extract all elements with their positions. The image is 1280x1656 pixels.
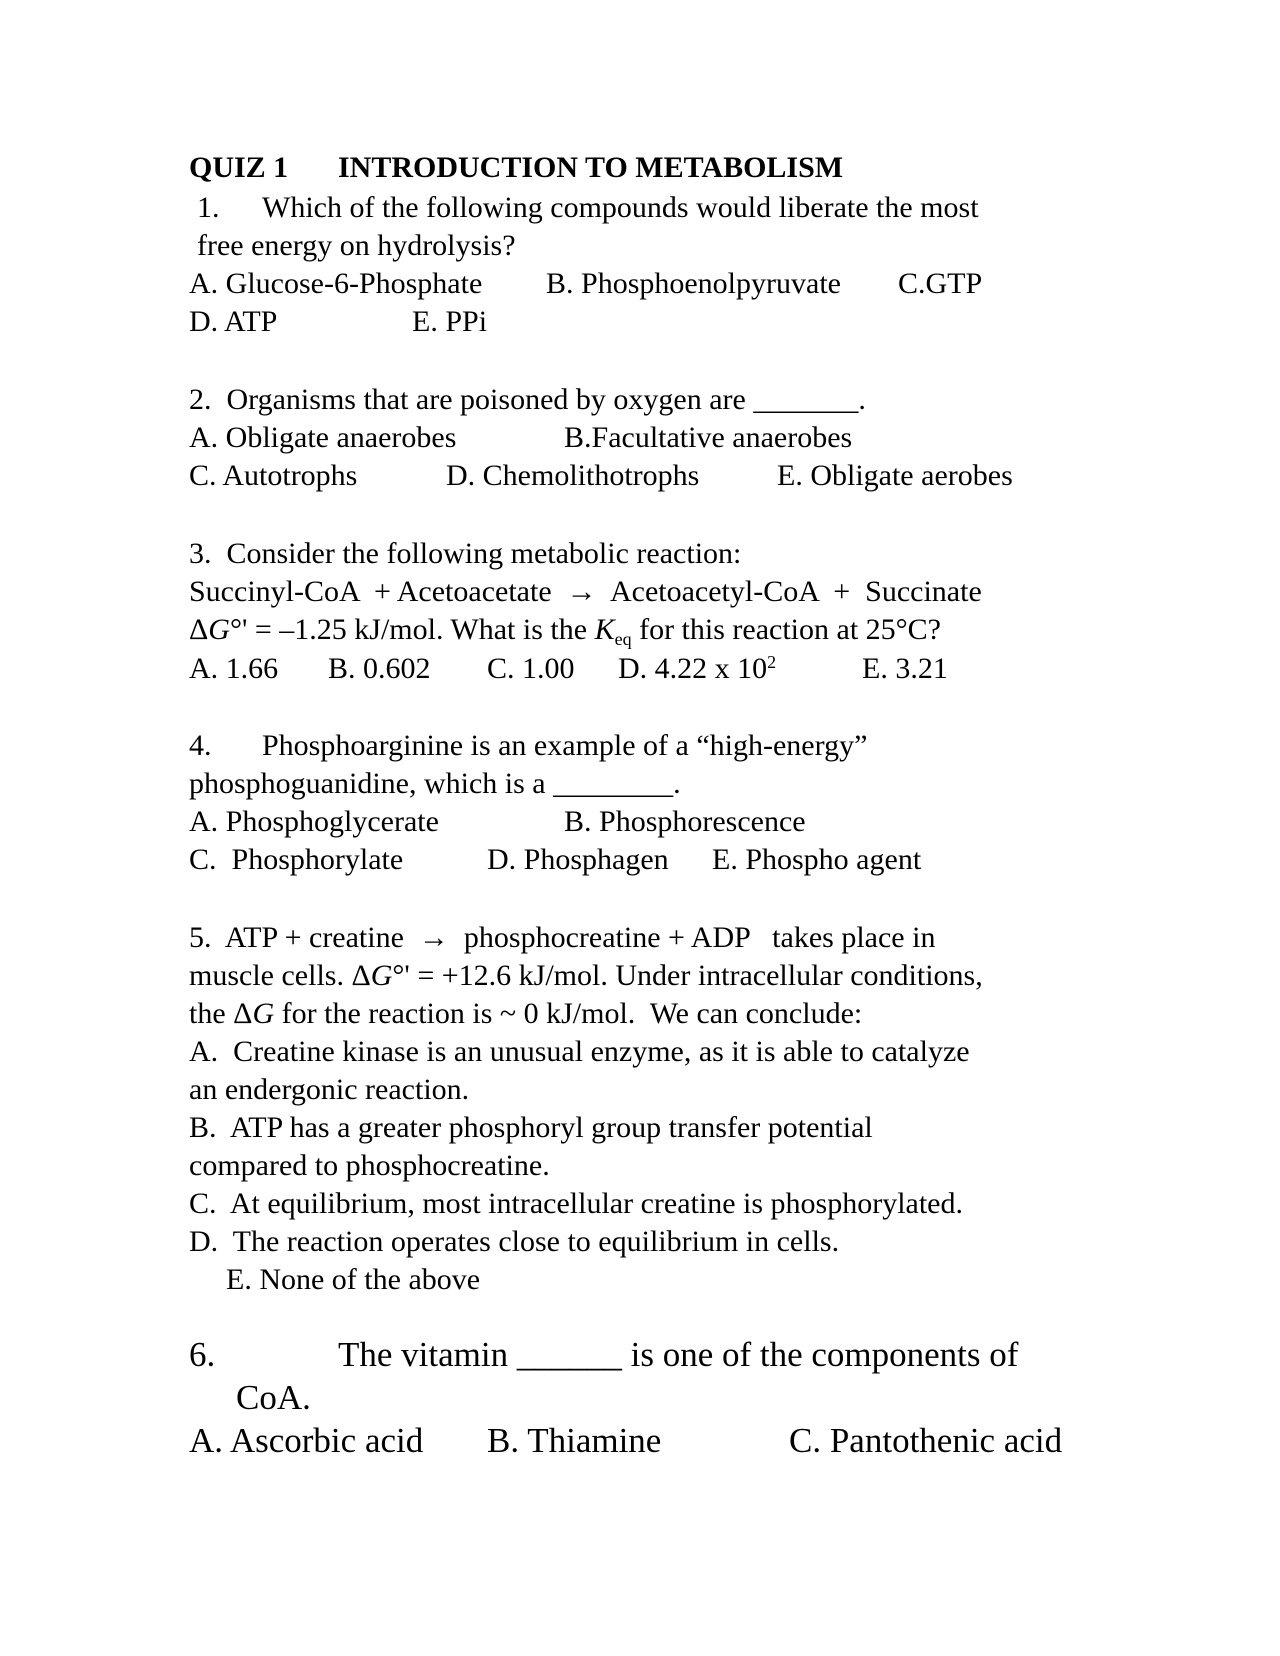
q3-text-line1: 3. Consider the following metabolic reaction: bbox=[189, 537, 742, 570]
q1-option-e: E. PPi bbox=[412, 305, 488, 338]
q5-line3-end: for the reaction is ~ 0 kJ/mol. We can conclude: bbox=[274, 997, 863, 1030]
g-symbol: G bbox=[208, 613, 230, 646]
q1-option-b: B. Phosphoenolpyruvate bbox=[546, 267, 841, 300]
q5-line2-end: °' = +12.6 kJ/mol. Under intracellular conditions, bbox=[392, 959, 983, 992]
quiz-number: QUIZ 1 bbox=[189, 151, 289, 184]
q3-option-c: C. 1.00 bbox=[487, 652, 575, 685]
q3-option-b: B. 0.602 bbox=[328, 652, 431, 685]
q4-option-e: E. Phospho agent bbox=[712, 843, 922, 876]
q2-option-e: E. Obligate aerobes bbox=[777, 459, 1013, 492]
q6-text-line2: CoA. bbox=[236, 1378, 311, 1417]
q5-line2-start: muscle cells. Δ bbox=[189, 959, 371, 992]
g-symbol: G bbox=[370, 959, 393, 992]
q4-number: 4. bbox=[189, 729, 212, 762]
q6-option-a: A. Ascorbic acid bbox=[189, 1421, 424, 1460]
quiz-title: INTRODUCTION TO METABOLISM bbox=[338, 151, 844, 184]
q4-text-line2: phosphoguanidine, which is a ________. bbox=[189, 767, 681, 800]
q1-text-line1: Which of the following compounds would liberate the most bbox=[262, 191, 979, 224]
q3-text-line3 bbox=[189, 612, 941, 648]
q6-number: 6. bbox=[189, 1335, 216, 1374]
q6-option-c: C. Pantothenic acid bbox=[789, 1421, 1063, 1460]
q1-option-a: A. Glucose-6-Phosphate bbox=[189, 267, 483, 300]
q5-option-a-line2: an endergonic reaction. bbox=[189, 1073, 470, 1106]
q1-text-line2: free energy on hydrolysis? bbox=[197, 229, 516, 262]
g-symbol: G bbox=[252, 997, 275, 1030]
q1-number: 1. bbox=[197, 191, 220, 224]
q4-option-d: D. Phosphagen bbox=[487, 843, 669, 876]
q6-text-line1: The vitamin ______ is one of the components of bbox=[338, 1335, 1019, 1374]
delta-symbol: Δ bbox=[189, 613, 209, 646]
q4-option-c: C. Phosphorylate bbox=[189, 843, 404, 876]
q5-line3-start: the Δ bbox=[189, 997, 253, 1030]
q1-option-d: D. ATP bbox=[189, 305, 278, 338]
q5-text-line1: 5. ATP + creatine → phosphocreatine + ADP takes place in bbox=[189, 921, 936, 954]
q5-option-e: E. None of the above bbox=[226, 1263, 481, 1296]
q4-option-a: A. Phosphoglycerate bbox=[189, 805, 439, 838]
q2-option-b: B.Facultative anaerobes bbox=[564, 421, 853, 454]
q1-option-c: C.GTP bbox=[898, 267, 983, 300]
q5-option-c: C. At equilibrium, most intracellular creatine is phosphorylated. bbox=[189, 1187, 963, 1220]
q3-option-d-exponent: 2 bbox=[767, 652, 777, 672]
q2-option-a: A. Obligate anaerobes bbox=[189, 421, 457, 454]
q3-option-a: A. 1.66 bbox=[189, 652, 279, 685]
q6-option-b: B. Thiamine bbox=[487, 1421, 662, 1460]
q3-text-line3-end: for this reaction at 25°C? bbox=[631, 613, 941, 646]
k-subscript: eq bbox=[614, 629, 632, 649]
q2-option-d: D. Chemolithotrophs bbox=[446, 459, 700, 492]
q5-option-b-line2: compared to phosphocreatine. bbox=[189, 1149, 550, 1182]
q3-dg-text: °' = –1.25 kJ/mol. What is the bbox=[229, 613, 595, 646]
q3-reaction: Succinyl-CoA + Acetoacetate → Acetoacetyl-CoA + Succinate bbox=[189, 575, 982, 608]
q3-option-d-base: D. 4.22 x 10 bbox=[618, 652, 768, 685]
q5-text-line3 bbox=[189, 996, 862, 1032]
q2-option-c: C. Autotrophs bbox=[189, 459, 358, 492]
k-symbol: K bbox=[594, 613, 615, 646]
q5-option-d: D. The reaction operates close to equilibrium in cells. bbox=[189, 1225, 840, 1258]
q4-text-line1: Phosphoarginine is an example of a “high-energy” bbox=[262, 729, 868, 762]
q5-text-line2 bbox=[189, 958, 983, 994]
q3-option-e: E. 3.21 bbox=[862, 652, 948, 685]
q5-option-a-line1: A. Creatine kinase is an unusual enzyme, as it is able to catalyze bbox=[189, 1035, 970, 1068]
q5-option-b-line1: B. ATP has a greater phosphoryl group transfer potential bbox=[189, 1111, 873, 1144]
q4-option-b: B. Phosphorescence bbox=[564, 805, 806, 838]
q3-option-d bbox=[618, 651, 776, 687]
q2-text: 2. Organisms that are poisoned by oxygen are _______. bbox=[189, 383, 866, 416]
